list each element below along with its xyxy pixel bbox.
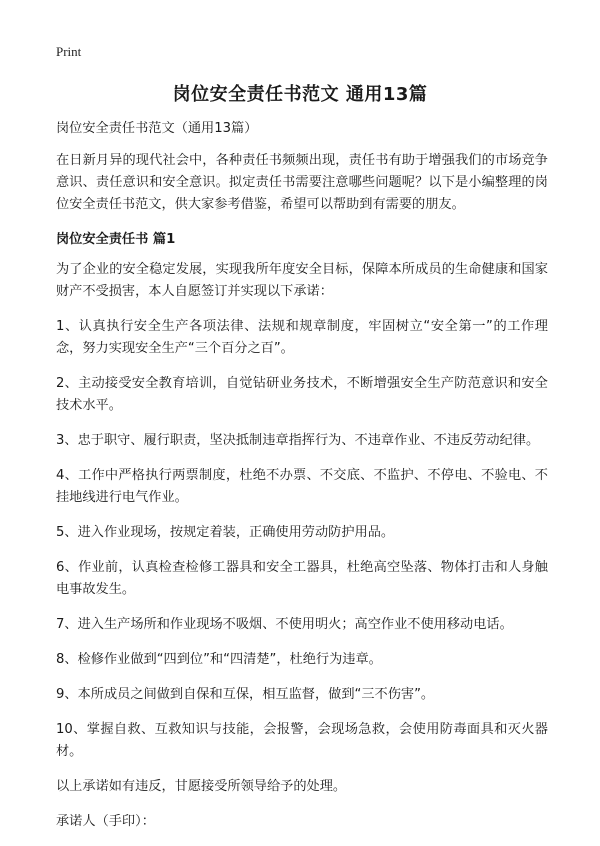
commitment-item-10: 10、掌握自救、互救知识与技能，会报警，会现场急救，会使用防毒面具和灭火器材。 [56,722,548,759]
preamble-paragraph: 为了企业的安全稳定发展，实现我所年度安全目标，保障本所成员的生命健康和国家财产不受损害，本人自愿签订并实现以下承诺： [56,262,548,299]
commitment-item-6: 6、作业前，认真检查检修工器具和安全工器具，杜绝高空坠落、物体打击和人身触电事故发生。 [56,560,548,597]
signer-line: 承诺人（手印）： [56,814,155,829]
intro-paragraph: 在日新月异的现代社会中，各种责任书频频出现，责任书有助于增强我们的市场竞争意识、责任意识和安全意识。拟定责任书需要注意哪些问题呢？以下是小编整理的岗位安全责任书范文，供大家参考借鉴，希望可以帮助到有需要的朋友。 [56,153,548,212]
section-heading: 岗位安全责任书 篇1 [56,232,176,247]
commitment-item-1: 1、认真执行安全生产各项法律、法规和规章制度，牢固树立“安全第一”的工作理念，努力实现安全生产“三个百分之百”。 [56,319,548,356]
document-body [56,118,548,846]
closing-paragraph: 以上承诺如有违反，甘愿接受所领导给予的处理。 [56,779,347,794]
commitment-item-5: 5、进入作业现场，按规定着装，正确使用劳动防护用品。 [56,525,395,540]
print-label: Print [56,44,82,59]
commitment-item-8: 8、检修作业做到“四到位”和“四清楚”，杜绝行为违章。 [56,652,382,667]
commitment-item-9: 9、本所成员之间做到自保和互保，相互监督，做到“三不伤害”。 [56,687,435,702]
commitment-item-2: 2、主动接受安全教育培训，自觉钻研业务技术，不断增强安全生产防范意识和安全技术水平。 [56,376,548,413]
commitment-item-4: 4、工作中严格执行两票制度，杜绝不办票、不交底、不监护、不停电、不验电、不挂地线进行电气作业。 [56,468,548,505]
page-title: 岗位安全责任书范文 通用13篇 [172,84,428,105]
commitment-item-3: 3、忠于职守、履行职责，坚决抵制违章指挥行为、不违章作业、不违反劳动纪律。 [56,433,540,448]
commitment-item-7: 7、进入生产场所和作业现场不吸烟、不使用明火；高空作业不使用移动电话。 [56,617,513,632]
document-subtitle: 岗位安全责任书范文（通用13篇） [56,121,258,136]
